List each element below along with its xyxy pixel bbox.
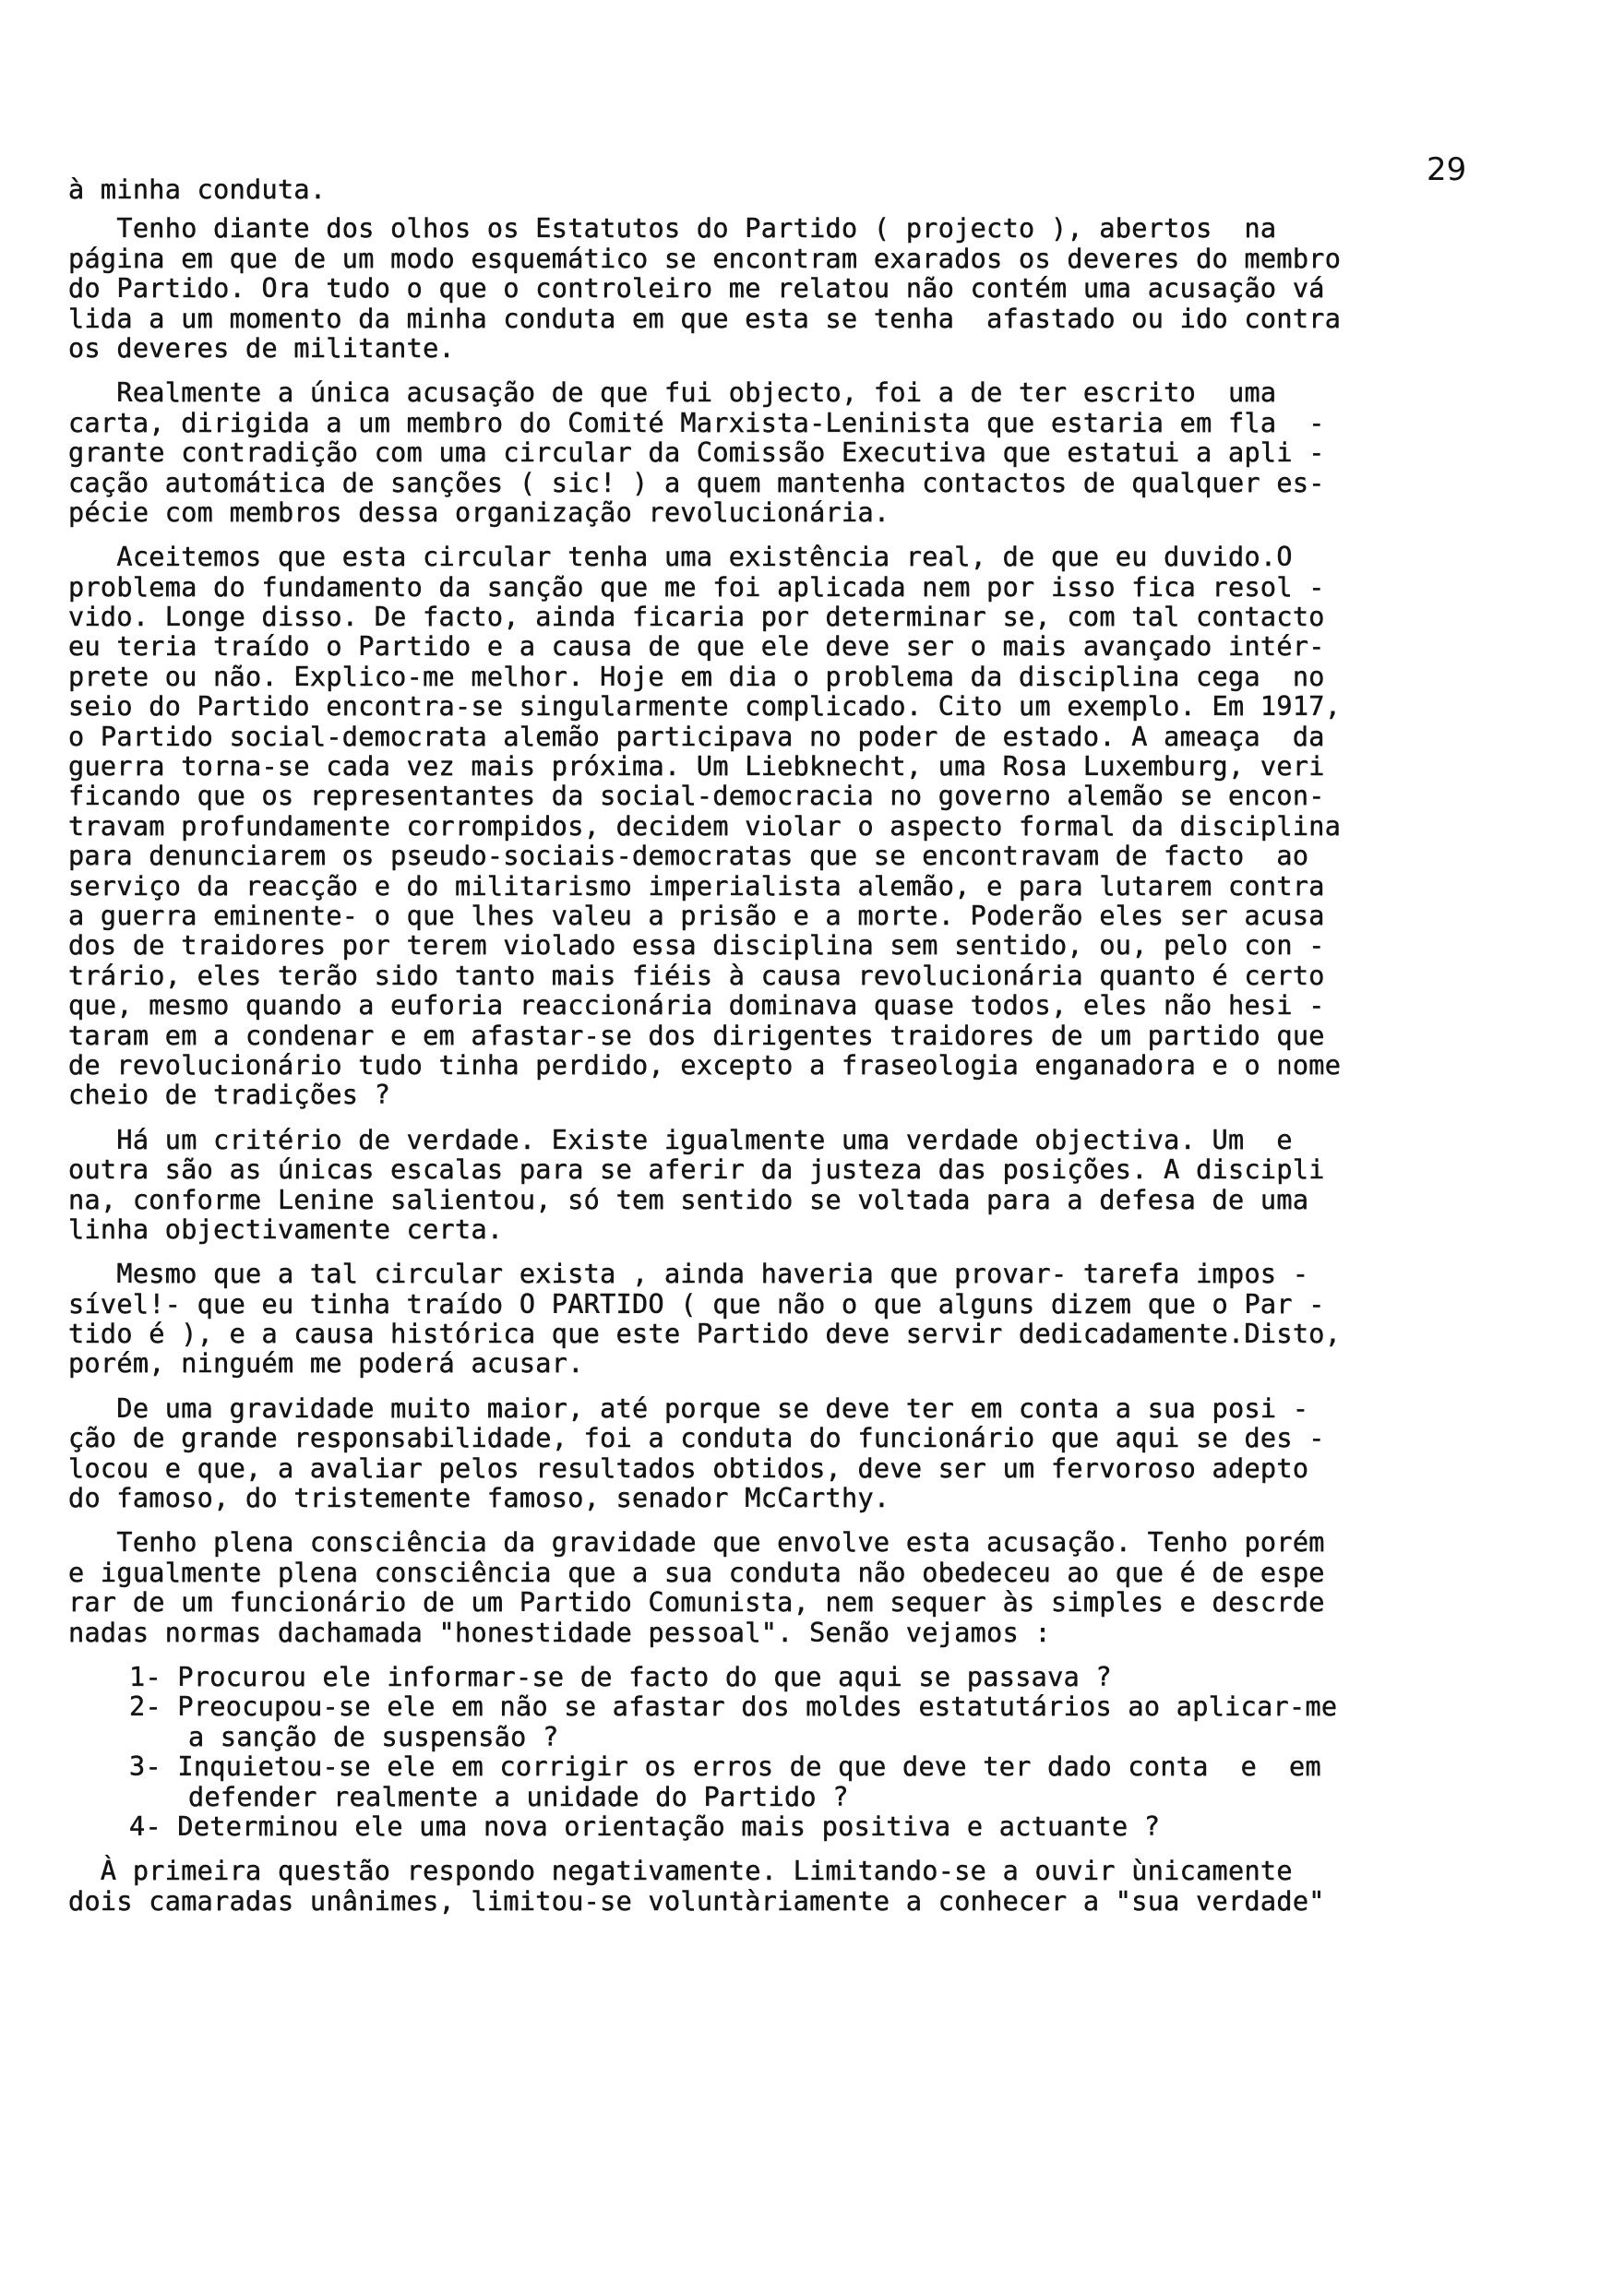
text-line: à minha conduta. <box>68 174 327 205</box>
text-line: Mesmo que a tal circular exista , ainda haveria que provar- tarefa impos - <box>68 1259 1309 1290</box>
text-line: do famoso, do tristemente famoso, senador McCarthy. <box>68 1483 890 1514</box>
text-line: Aceitemos que esta circular tenha uma existência real, de que eu duvido.O <box>68 542 1293 573</box>
text-line: sível!- que eu tinha traído O PARTIDO ( que não o que alguns dizem que o Par - <box>68 1288 1325 1320</box>
text-line: cheio de tradições ? <box>68 1080 391 1111</box>
text-line: Tenho diante dos olhos os Estatutos do Partido ( projecto ), abertos na <box>68 213 1277 245</box>
question-line: 4- Determinou ele uma nova orientação mais positiva e actuante ? <box>129 1810 1161 1842</box>
text-line: ficando que os representantes da social-democracia no governo alemão se encon- <box>68 781 1325 812</box>
text-line: seio do Partido encontra-se singularmente complicado. Cito um exemplo. Em 1917, <box>68 691 1342 723</box>
text-line: nadas normas dachamada "honestidade pessoal". Senão vejamos : <box>68 1617 1051 1648</box>
text-line: o Partido social-democrata alemão participava no poder de estado. A ameaça da <box>68 721 1325 752</box>
text-line: porém, ninguém me poderá acusar. <box>68 1348 584 1380</box>
text-line: trário, eles terão sido tanto mais fiéis à causa revolucionária quanto é certo <box>68 960 1325 991</box>
text-line: que, mesmo quando a euforia reaccionária dominava quase todos, eles não hesi - <box>68 990 1325 1022</box>
text-line: de revolucionário tudo tinha perdido, excepto a fraseologia enganadora e o nome <box>68 1049 1342 1081</box>
text-line: rar de um funcionário de um Partido Comunista, nem sequer às simples e descrde <box>68 1587 1325 1619</box>
question-line: defender realmente a unidade do Partido ? <box>188 1781 849 1812</box>
text-line: página em que de um modo esquemático se encontram exarados os deveres do membro <box>68 243 1342 274</box>
text-line: prete ou não. Explico-me melhor. Hoje em dia o problema da disciplina cega no <box>68 661 1325 692</box>
text-line: ção de grande responsabilidade, foi a conduta do funcionário que aqui se des - <box>68 1423 1325 1454</box>
text-line: a guerra eminente- o que lhes valeu a prisão e a morte. Poderão eles ser acusa <box>68 900 1325 931</box>
text-line: Realmente a única acusação de que fui objecto, foi a de ter escrito uma <box>68 377 1277 409</box>
text-line: carta, dirigida a um membro do Comité Marxista-Leninista que estaria em fla - <box>68 407 1325 438</box>
text-line: dois camaradas unânimes, limitou-se voluntàriamente a conhecer a "sua verdade" <box>68 1885 1325 1917</box>
text-line: Tenho plena consciência da gravidade que envolve esta acusação. Tenho porém <box>68 1527 1325 1559</box>
text-line: taram em a condenar e em afastar-se dos dirigentes traidores de um partido que <box>68 1020 1325 1051</box>
text-line: pécie com membros dessa organização revolucionária. <box>68 496 890 528</box>
text-line: tido é ), e a causa histórica que este Partido deve servir dedicadamente.Disto, <box>68 1319 1342 1350</box>
text-line: dos de traidores por terem violado essa disciplina sem sentido, ou, pelo con - <box>68 930 1325 962</box>
text-line: linha objectivamente certa. <box>68 1213 504 1245</box>
text-line: vido. Longe disso. De facto, ainda ficaria por determinar se, com tal contacto <box>68 602 1325 633</box>
text-line: De uma gravidade muito maior, até porque se deve ter em conta a sua posi - <box>68 1392 1309 1424</box>
text-line: e igualmente plena consciência que a sua conduta não obedeceu ao que é de espe <box>68 1557 1325 1588</box>
text-line: locou e que, a avaliar pelos resultados obtidos, deve ser um fervoroso adepto <box>68 1452 1309 1484</box>
page-number: 29 <box>1427 151 1467 188</box>
paragraph-gap <box>68 1842 1508 1857</box>
text-line: outra são as únicas escalas para se aferir da justeza das posições. A discipli <box>68 1154 1325 1186</box>
text-line: À primeira questão respondo negativamente. Limitando-se a ouvir ùnicamente <box>68 1856 1293 1887</box>
question-line: a sanção de suspensão ? <box>188 1721 559 1752</box>
question-line: 3- Inquietou-se ele em corrigir os erros de que deve ter dado conta e em <box>129 1751 1321 1783</box>
text-line: eu teria traído o Partido e a causa de que ele deve ser o mais avançado intér- <box>68 631 1325 663</box>
text-line: na, conforme Lenine salientou, só tem sentido se voltada para a defesa de uma <box>68 1184 1309 1215</box>
text-line: Há um critério de verdade. Existe igualmente uma verdade objectiva. Um e <box>68 1124 1293 1155</box>
question-line: 2- Preocupou-se ele em não se afastar dos moldes estatutários ao aplicar-me <box>129 1691 1338 1723</box>
text-line: travam profundamente corrompidos, decidem violar o aspecto formal da disciplina <box>68 810 1342 842</box>
text-line: serviço da reacção e do militarismo imperialista alemão, e para lutarem contra <box>68 870 1325 902</box>
document-body <box>68 175 1508 1917</box>
paragraph-gap <box>68 1648 1508 1663</box>
text-line: os deveres de militante. <box>68 332 456 364</box>
paragraph-gap <box>68 364 1508 378</box>
question-line: 1- Procurou ele informar-se de facto do que aqui se passava ? <box>129 1661 1112 1692</box>
paragraph-gap <box>68 1380 1508 1394</box>
paragraph-gap <box>68 1245 1508 1260</box>
paragraph-gap <box>68 528 1508 543</box>
text-line: grante contradição com uma circular da Comissão Executiva que estatui a apli - <box>68 437 1325 469</box>
text-line: cação automática de sanções ( sic! ) a quem mantenha contactos de qualquer es- <box>68 467 1325 498</box>
text-line: problema do fundamento da sanção que me foi aplicada nem por isso fica resol - <box>68 571 1325 603</box>
paragraph-gap <box>68 1513 1508 1528</box>
paragraph-gap <box>68 1111 1508 1126</box>
text-line: guerra torna-se cada vez mais próxima. Um Liebknecht, uma Rosa Luxemburg, veri <box>68 751 1325 783</box>
text-line: para denunciarem os pseudo-sociais-democratas que se encontravam de facto ao <box>68 841 1309 872</box>
text-line: lida a um momento da minha conduta em que esta se tenha afastado ou ido contra <box>68 303 1342 334</box>
text-line: do Partido. Ora tudo o que o controleiro me relatou não contém uma acusação vá <box>68 273 1325 305</box>
